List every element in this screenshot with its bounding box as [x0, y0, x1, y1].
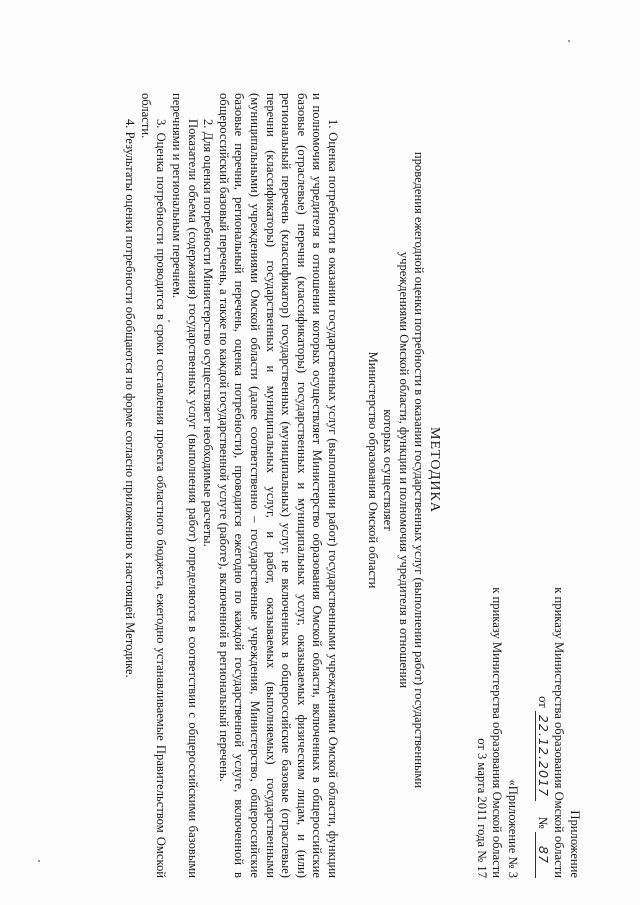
previous-appendix-header: [473, 470, 520, 878]
number-label: №: [535, 816, 550, 829]
appendix-label: Приложение: [568, 810, 582, 878]
handwritten-order-number: 87: [535, 832, 551, 878]
order-date-line: [534, 470, 551, 878]
scan-speck: [568, 40, 570, 42]
scan-speck: [168, 320, 170, 322]
prev-order-line: к приказу Министерства образования Омской области: [490, 587, 505, 878]
from-label: от: [535, 696, 550, 708]
document-title-block: [364, 151, 442, 789]
handwritten-order-date: 22.12.2017: [535, 711, 551, 801]
scan-speck: [38, 860, 40, 862]
appendix-header: [534, 470, 582, 878]
paragraph-3: 3. Оценка потребности проводится в сроки составления проекта областного бюджета, ежегодно устанавливаемые Правительством Омской области.: [138, 93, 169, 878]
document-body: [122, 93, 340, 878]
order-line: к приказу Министерства образования Омской области: [552, 587, 567, 878]
document-heading: МЕТОДИКА: [427, 427, 442, 513]
paragraph-1: 1. Оценка потребности в оказании государственных услуг (выполнении работ) государственными учреждениями Омской области, функции и полномочия учредителя в отношении которых осуществляет Министерство образования Омской области, включенных в общероссийские базовые (отраслевые) перечни (классификаторы) государственных и муниципальных услуг, оказываемых физическим лицам, и (или) региональный перечень (классификатор) государственных (муниципальных) услуг, не включенных в общероссийские базовые (отраслевые) перечни (классификаторы) государственных и муниципальных услуг, и работ, оказываемых (выполняемых) государственными (муниципальными) учреждениями Омской области (далее соответственно – государственные учреждения, Министерство, общероссийские базовые перечни, региональный перечень, оценка потребности), проводится ежегодно по каждой государственной услуге, включенной в общероссийский базовый перечень, а также по каждой государственной услуге (работе), включенной в региональный перечень.: [216, 93, 340, 878]
subtitle-line-3: Министерство образования Омской области: [365, 351, 380, 589]
subtitle-line-1: проведения ежегодной оценки потребности в оказании государственных услуг (выполнении работ) государственными: [412, 151, 427, 789]
prev-order-date: от 3 марта 2011 года № 17: [474, 738, 489, 878]
subtitle-line-2: учреждениями Омской области, функции и полномочия учредителя в отношении которых осуществляет: [381, 251, 411, 689]
prev-appendix-label: «Приложение № 3: [506, 779, 520, 878]
paragraph-4: 4. Результаты оценки потребности обобщаются по форме согласно приложению к настоящей Методике.: [123, 119, 138, 678]
paragraph-2: 2. Для оценки потребности Министерство осуществляет необходимые расчеты.: [201, 119, 216, 547]
paragraph-2b: Показатели объема (содержания) государственных услуг (выполнения работ) определяются в соответствии с общероссийскими базовыми перечнями и региональным перечнем.: [170, 93, 200, 878]
